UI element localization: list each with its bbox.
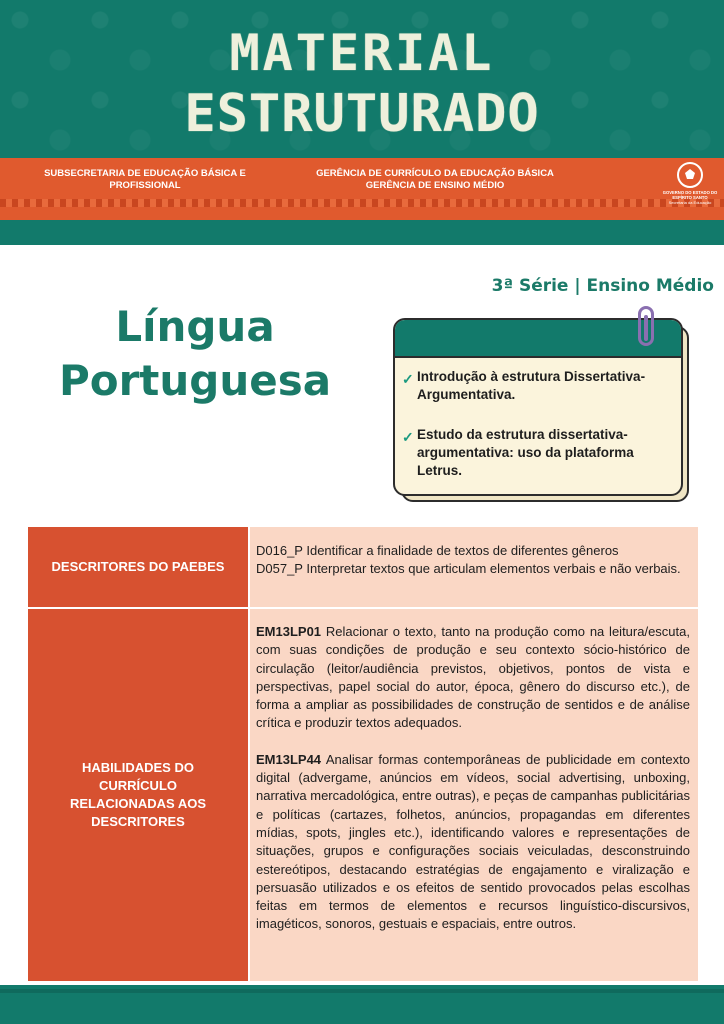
header-bottom-band	[0, 220, 724, 245]
descriptors-table	[28, 527, 698, 981]
gerencia-label	[290, 168, 580, 192]
habilidades-label: HABILIDADES DO CURRÍCULO RELACIONADAS AOS DESCRITORES	[28, 609, 248, 981]
gov-logo-subtext: Secretaria da Educação	[668, 200, 712, 205]
subject-line-1: Língua	[115, 302, 275, 351]
state-seal-icon	[677, 162, 703, 188]
topic-item	[402, 426, 680, 480]
skill-paragraph	[256, 623, 690, 733]
gov-logo-text: GOVERNO DO ESTADO DO ESPÍRITO SANTO	[662, 190, 718, 200]
skill-paragraph	[256, 751, 690, 934]
footer-band	[0, 985, 724, 1024]
gerencia-curriculo: GERÊNCIA DE CURRÍCULO DA EDUCAÇÃO BÁSICA	[316, 168, 554, 179]
gerencia-ensino-medio: GERÊNCIA DE ENSINO MÉDIO	[365, 180, 505, 191]
habilidades-content	[250, 609, 698, 981]
table-row	[28, 609, 698, 981]
topic-text: Introdução à estrutura Dissertativa-Argumentativa.	[417, 369, 646, 402]
descritores-content	[250, 527, 698, 607]
footer-stripe	[0, 989, 724, 993]
header-banner	[0, 0, 724, 158]
subsecretaria-label: SUBSECRETARIA DE EDUCAÇÃO BÁSICA E PROFISSIONAL	[44, 168, 246, 191]
title-line-2: ESTRUTURADO	[184, 84, 540, 144]
government-logo	[660, 162, 720, 218]
skill-text: Relacionar o texto, tanto na produção como na leitura/escuta, com suas condições de produção e seu contexto sócio-histórico de circulação (leitor/audiência previstos, objetivos, pontos de vista e perspectivas, papel social do autor, época, gênero do discurso etc.), de forma a ampliar as possibilidades de construção de sentidos e de análise crítica e produzir textos adequados.	[256, 624, 690, 731]
series-label: 3ª Série | Ensino Médio	[491, 276, 714, 296]
descriptor-line: D057_P Interpretar textos que articulam elementos verbais e não verbais.	[256, 561, 681, 577]
skill-text: Analisar formas contemporâneas de publicidade em contexto digital (advergame, anúncios em vídeos, social advertising, unboxing, narrativa mercadológica, entre outras), e peças de campanhas publicitárias e políticas (cartazes, folhetos, anúncios, propagandas em diferentes mídias, spots, jingles etc.), identificando valores e representações de situações, grupos e configurações sociais veiculadas, desconstruindo estereótipos, destacando estratégias de engajamento e viralização e persuasão utilizados e os efeitos de sentido provocados pelas escolhas feitas em termos de elementos e recursos linguístico-discursivos, imagéticos, sonoros, gestuais e espaciais, entre outros.	[256, 751, 690, 932]
descriptor-line: D016_P Identificar a finalidade de textos de diferentes gêneros	[256, 543, 619, 558]
check-icon: ✓	[402, 371, 414, 387]
title-line-1: MATERIAL	[229, 24, 495, 82]
table-row	[28, 527, 698, 607]
skill-code: EM13LP44	[256, 751, 322, 767]
topic-text: Estudo da estrutura dissertativa-argumentativa: uso da plataforma Letrus.	[417, 427, 634, 478]
subject-title	[20, 300, 370, 408]
skill-code: EM13LP01	[256, 624, 322, 639]
paperclip-icon	[638, 306, 654, 346]
topic-item	[402, 368, 680, 404]
organization-band	[0, 158, 724, 220]
subject-line-2: Portuguesa	[58, 356, 332, 405]
decorative-stripe	[0, 199, 724, 207]
check-icon: ✓	[402, 429, 414, 445]
descritores-label: DESCRITORES DO PAEBES	[28, 527, 248, 607]
